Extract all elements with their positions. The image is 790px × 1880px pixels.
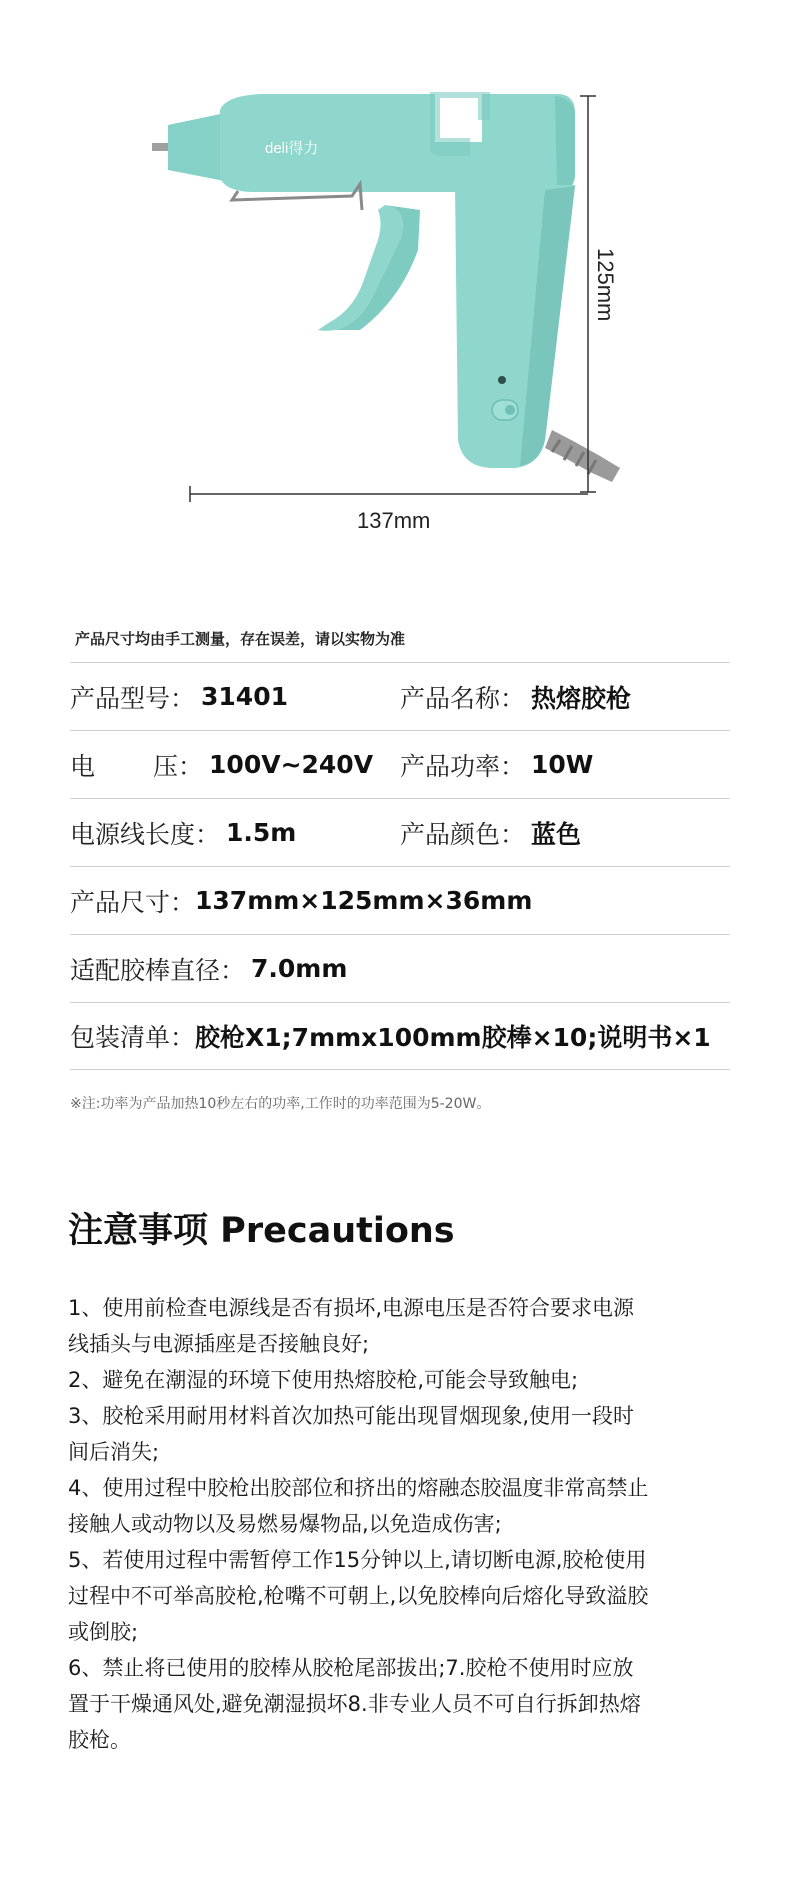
precautions-title: 注意事项 Precautions bbox=[68, 1211, 455, 1251]
spec-value: 7.0mm bbox=[251, 954, 348, 983]
spec-value: 热熔胶枪 bbox=[531, 683, 632, 713]
spec-value: 蓝色 bbox=[531, 819, 582, 849]
spec-row bbox=[70, 866, 730, 934]
glue-gun-illustration bbox=[0, 0, 790, 560]
spec-label: 压： bbox=[153, 751, 204, 781]
nozzle-tip bbox=[152, 143, 170, 151]
spec-value: 1.5m bbox=[226, 818, 297, 847]
precaution-line: 3、胶枪采用耐用材料首次加热可能出现冒烟现象,使用一段时 bbox=[68, 1404, 635, 1428]
spec-cord bbox=[70, 815, 400, 851]
precaution-line: 或倒胶; bbox=[68, 1620, 139, 1644]
brand-logo: deli得力 bbox=[265, 140, 319, 157]
spec-package bbox=[70, 1018, 711, 1054]
spec-value: 100V~240V bbox=[209, 750, 374, 779]
spec-label: 适配胶棒直径： bbox=[70, 955, 246, 985]
spec-row bbox=[70, 730, 730, 798]
precaution-line: 过程中不可举高胶枪,枪嘴不可朝上,以免胶棒向后熔化导致溢胶 bbox=[68, 1584, 649, 1608]
spec-model bbox=[70, 679, 400, 715]
spec-color bbox=[400, 815, 730, 851]
spec-label: 产品名称： bbox=[400, 683, 526, 713]
spec-label: 产品功率： bbox=[400, 751, 526, 781]
precaution-line: 接触人或动物以及易燃易爆物品,以免造成伤害; bbox=[68, 1512, 502, 1536]
spec-label: 包装清单： bbox=[70, 1023, 196, 1052]
precaution-line: 4、使用过程中胶枪出胶部位和挤出的熔融态胶温度非常高禁止 bbox=[68, 1476, 649, 1500]
spec-name bbox=[400, 679, 730, 715]
spec-voltage bbox=[70, 747, 400, 783]
power-footnote: ※注:功率为产品加热10秒左右的功率,工作时的功率范围为5-20W。 bbox=[70, 1096, 491, 1112]
spec-value: 137mm×125mm×36mm bbox=[195, 886, 533, 915]
spec-label: 电 bbox=[70, 751, 96, 781]
spec-row bbox=[70, 934, 730, 1002]
precaution-line: 间后消失; bbox=[68, 1440, 160, 1464]
precautions-list bbox=[68, 1290, 738, 1758]
height-dimension-label: 125mm bbox=[593, 248, 618, 322]
spec-row bbox=[70, 662, 730, 730]
spec-label: 产品型号： bbox=[70, 683, 196, 713]
precaution-line: 5、若使用过程中需暂停工作15分钟以上,请切断电源,胶枪使用 bbox=[68, 1548, 647, 1572]
precaution-line: 置于干燥通风处,避免潮湿损坏8.非专业人员不可自行拆卸热熔 bbox=[68, 1692, 641, 1716]
spec-value: 10W bbox=[531, 750, 594, 779]
precaution-line: 1、使用前检查电源线是否有损坏,电源电压是否符合要求电源 bbox=[68, 1296, 635, 1320]
spec-power bbox=[400, 747, 730, 783]
indicator-light bbox=[498, 376, 506, 384]
spec-row bbox=[70, 798, 730, 866]
precaution-line: 2、避免在潮湿的环境下使用热熔胶枪,可能会导致触电; bbox=[68, 1368, 579, 1392]
spec-label: 产品尺寸： bbox=[70, 887, 196, 917]
width-dimension-label: 137mm bbox=[357, 508, 431, 533]
precaution-line: 胶枪。 bbox=[68, 1728, 131, 1752]
spec-value: 胶枪X1;7mmx100mm胶棒×10;说明书×1 bbox=[195, 1023, 711, 1052]
spec-size bbox=[70, 883, 532, 919]
spec-row bbox=[70, 1002, 730, 1070]
measurement-note: 产品尺寸均由手工测量，存在误差，请以实物为准 bbox=[75, 630, 406, 648]
spec-label: 产品颜色： bbox=[400, 819, 526, 849]
spec-label: 电源线长度： bbox=[70, 819, 221, 849]
spec-stick-diameter bbox=[70, 951, 347, 987]
precaution-line: 线插头与电源插座是否接触良好; bbox=[68, 1332, 370, 1356]
product-image bbox=[0, 0, 790, 560]
precaution-line: 6、禁止将已使用的胶棒从胶枪尾部拔出;7.胶枪不使用时应放 bbox=[68, 1656, 634, 1680]
spec-value: 31401 bbox=[201, 682, 288, 711]
spec-table bbox=[70, 662, 730, 1070]
